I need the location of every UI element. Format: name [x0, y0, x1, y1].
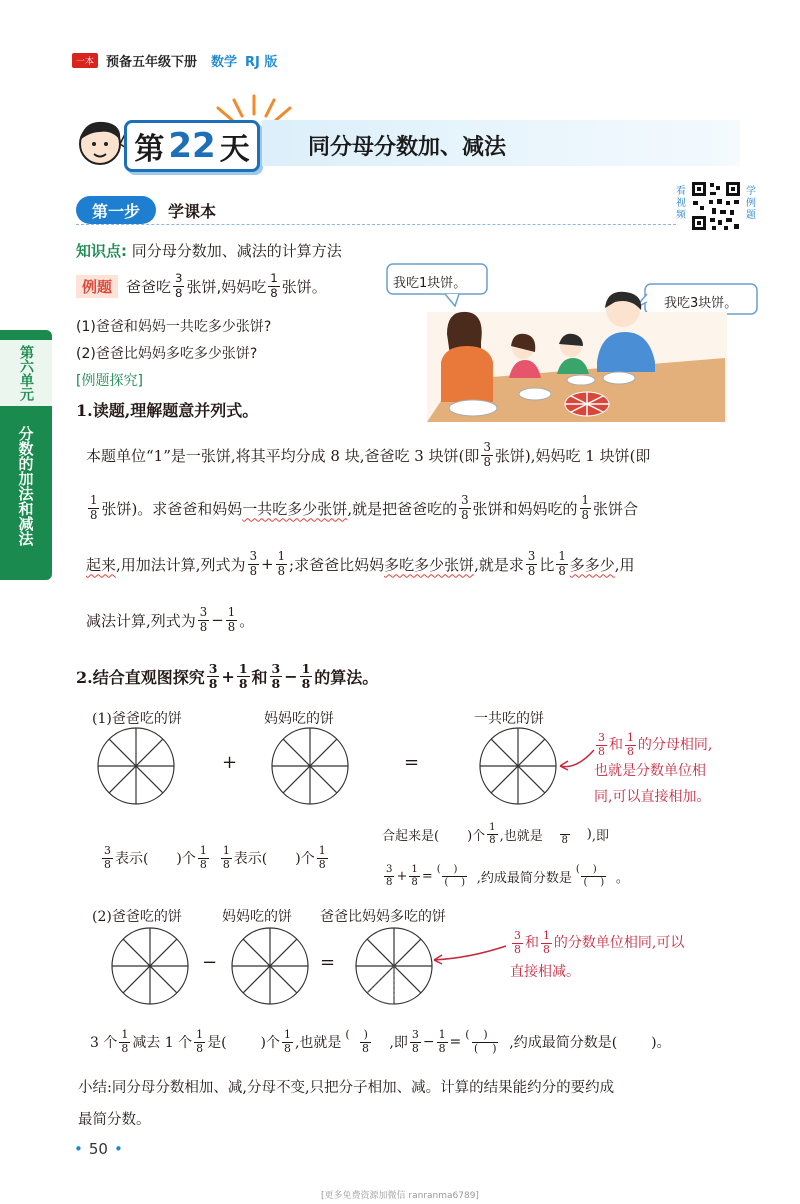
fraction-three-eighths: $\frac{3}{8}$	[175, 271, 183, 300]
fraction-one-eighth: $\frac{1}{8}$	[238, 660, 248, 691]
knowledge-label: 知识点:	[76, 242, 127, 260]
fraction-one-eighth: $\frac{1}{8}$	[411, 864, 418, 888]
fill-text: 是(	[207, 1035, 227, 1051]
note-text: 和	[608, 737, 623, 753]
qr-left-caption: 看视频	[676, 186, 686, 221]
fraction-one-eighth: $\frac{1}{8}$	[581, 493, 589, 522]
para-text: 。	[239, 611, 255, 630]
fraction-one-eighth: $\frac{1}{8}$	[227, 605, 236, 634]
fraction-one-eighth: $\frac{1}{8}$	[199, 844, 207, 871]
para-line-2	[86, 480, 766, 536]
emphasis-text: 多吃多少张饼	[384, 555, 475, 574]
fill-text: ,也就是	[294, 1035, 342, 1051]
fill-text: ,即	[591, 828, 609, 844]
fill-text: )个	[295, 851, 315, 867]
para-text: 减法计算,列式为	[86, 611, 196, 630]
example-tag: 例题	[76, 275, 118, 298]
fraction-one-eighth: $\frac{1}{8}$	[196, 1028, 204, 1055]
plus-sign: +	[222, 752, 238, 773]
section-1-heading: 1.读题,理解题意并列式。	[76, 401, 259, 420]
fraction-three-eighths: $\frac{3}{8}$	[199, 605, 208, 634]
fill-text: ,约成最简分数是	[476, 870, 572, 886]
para-line-3: 起来 ,用加法计算,列式为 $\frac{3}{8}$ + $\frac{1}{8}$ ;求爸爸比妈妈 多吃多少张饼 ,就是求 $\frac{3}{8}$ 比 $\frac{1}{8}$ 多多少 ,用	[86, 549, 635, 578]
fraction-one-eighth: $\frac{1}{8}$	[121, 1028, 129, 1055]
dot-icon: •	[113, 1140, 123, 1158]
fraction-one-eighth: $\frac{1}{8}$	[301, 660, 311, 691]
equals-sign: =	[404, 752, 420, 773]
fill-text: 表示(	[233, 851, 268, 867]
knowledge-point	[76, 240, 342, 261]
part2-label-mom: 妈妈吃的饼	[222, 909, 292, 925]
running-header	[72, 50, 277, 70]
fraction-three-eighths: $\frac{3}{8}$	[386, 864, 393, 888]
note-arrow-2	[430, 940, 510, 966]
answer-fraction-blank[interactable]: $\frac{( )}{( )}$	[436, 864, 466, 888]
section-1-paragraph	[86, 430, 766, 648]
para-text: ,就是求	[474, 555, 524, 574]
fill-text: 合起来是(	[382, 828, 440, 844]
side-tab	[0, 330, 52, 580]
summary-line-1: 小结:同分母分数相加、减,分母不变,只把分子相加、减。计算的结果能约分的要约成	[78, 1080, 615, 1096]
fraction-three-eighths: $\frac{3}{8}$	[208, 660, 218, 691]
fill-blank-row-2: 合起来是( )个 $\frac{1}{8}$ ,也就是 8 ) ,即	[382, 822, 609, 846]
para-text: ,就是把爸爸吃的	[347, 499, 458, 518]
answer-fraction-blank[interactable]: $\frac{( )}{( )}$	[575, 864, 605, 888]
fraction-three-eighths: $\frac{3}{8}$	[411, 1028, 419, 1055]
fraction-one-eighth: $\frac{1}{8}$	[277, 549, 286, 578]
speech-bubble-right: 我吃3块饼。	[664, 296, 738, 311]
side-tab-topic: 分数的加法和减法	[16, 426, 35, 546]
para-text: 张饼和妈妈吃的	[472, 499, 578, 518]
answer-fraction-blank[interactable]: 8	[561, 834, 568, 846]
fraction-one-eighth: $\frac{1}{8}$	[626, 731, 634, 758]
para-text: ,用	[614, 555, 635, 574]
fill-text: ,即	[389, 1035, 408, 1051]
part2-note	[510, 928, 684, 986]
example-text-a: 爸爸吃	[126, 277, 172, 296]
para-text: ;求爸爸比妈妈	[289, 555, 385, 574]
equals-sign-2: =	[320, 952, 336, 973]
fill-text: )个	[260, 1035, 281, 1051]
lesson-title: 同分母分数加、减法	[308, 135, 507, 160]
fraction-one-eighth: $\frac{1}{8}$	[438, 1028, 446, 1055]
qr-right-caption: 学例题	[746, 186, 756, 221]
day-banner	[72, 92, 740, 172]
watermark: [更多免费资源加微信 ranranma6789]	[321, 1191, 479, 1201]
pie-diagram-dad-2	[110, 926, 190, 1006]
part1-label-dad: (1)爸爸吃的饼	[92, 711, 182, 727]
part1-label-mom: 妈妈吃的饼	[264, 711, 334, 727]
fill-text: )个	[467, 828, 486, 844]
heading-text: 和	[251, 667, 268, 687]
para-line-4: 减法计算,列式为 $\frac{3}{8}$ − $\frac{1}{8}$ 。	[86, 605, 255, 634]
answer-fraction-blank[interactable]: $\frac{( )}{8}$	[345, 1028, 369, 1055]
step-divider	[76, 224, 676, 225]
page-number-value: 50	[88, 1140, 108, 1158]
pie-diagram-dad	[96, 726, 176, 806]
part2-label-diff: 爸爸比妈妈多吃的饼	[320, 909, 446, 925]
part1-label-total: 一共吃的饼	[474, 711, 544, 727]
series-logo: 一本	[72, 53, 98, 68]
part1-note	[594, 732, 712, 810]
example-text-b: 张饼,妈妈吃	[186, 277, 267, 296]
fraction-one-eighth: $\frac{1}{8}$	[489, 822, 496, 846]
fraction-one-eighth: $\frac{1}{8}$	[284, 1028, 291, 1055]
emphasis-text: 起来	[86, 555, 117, 574]
para-text: 比	[539, 555, 555, 574]
note-text: 同,可以直接相加。	[594, 789, 711, 805]
fill-blank-row-4: 3 个 $\frac{1}{8}$ 减去 1 个 $\frac{1}{8}$ 是( )个 $\frac{1}{8}$ ,也就是 $\frac{( )}{8}$ ,即 $\frac{3}{8}$ − $\frac{1}{8}$ = $\frac{( )}{( )}$ ,约成最简分数是( )。	[90, 1028, 671, 1055]
qr-code-icon[interactable]	[690, 180, 742, 232]
part2-label-dad: (2)爸爸吃的饼	[92, 909, 182, 925]
example-line	[76, 268, 327, 304]
para-text: 张饼)。求爸爸和妈妈	[101, 499, 243, 518]
fraction-one-eighth: $\frac{1}{8}$	[318, 844, 326, 871]
summary	[78, 1072, 768, 1136]
note-arrow-1	[556, 736, 598, 776]
explore-label: [例题探究]	[76, 373, 143, 389]
fill-text: )个	[176, 851, 196, 867]
pie-diagram-mom-2	[230, 926, 310, 1006]
pie-diagram-diff	[354, 926, 434, 1006]
fill-text: )。	[651, 1035, 671, 1051]
day-number: 22	[168, 126, 216, 166]
speech-bubble-left: 我吃1块饼。	[393, 276, 467, 291]
note-text: 的分母相同,	[637, 737, 713, 753]
day-suffix: 天	[219, 132, 250, 167]
subject-label: 数学	[211, 54, 238, 70]
emphasis-text: 多多少	[569, 555, 615, 574]
fraction-one-eighth: $\frac{1}{8}$	[558, 549, 566, 578]
fraction-three-eighths: $\frac{3}{8}$	[249, 549, 257, 578]
fill-text: 表示(	[114, 851, 149, 867]
fraction-three-eighths: $\frac{3}{8}$	[461, 493, 469, 522]
example-question-1: (1)爸爸和妈妈一共吃多少张饼?	[76, 319, 272, 335]
fraction-three-eighths: $\frac{3}{8}$	[527, 549, 536, 578]
fraction-one-eighth: $\frac{1}{8}$	[222, 844, 230, 871]
side-tab-unit: 第六单元	[0, 340, 52, 406]
fraction-three-eighths: $\frac{3}{8}$	[104, 844, 111, 871]
day-badge	[124, 120, 260, 172]
fill-text: ,约成最简分数是(	[509, 1035, 618, 1051]
fill-text: 。	[615, 870, 629, 886]
pie-diagram-mom	[270, 726, 350, 806]
fraction-three-eighths: $\frac{3}{8}$	[483, 440, 491, 469]
page-number	[74, 1140, 123, 1158]
example-text-c: 张饼。	[281, 277, 327, 296]
summary-line-2: 最简分数。	[78, 1112, 151, 1128]
step-title: 学课本	[168, 202, 217, 221]
example-question-2: (2)爸爸比妈妈多吃多少张饼?	[76, 346, 258, 362]
para-text: 张饼),妈妈吃 1 块饼(即	[494, 446, 651, 465]
pie-diagram-total	[478, 726, 558, 806]
fill-text: 减去 1 个	[132, 1035, 193, 1051]
day-prefix: 第	[134, 132, 165, 167]
para-text: ,用加法计算,列式为	[116, 555, 246, 574]
edition-label: RJ 版	[245, 54, 278, 70]
fill-text: 3 个	[90, 1035, 118, 1051]
heading-text: 的算法。	[314, 667, 379, 687]
para-text: 张饼合	[592, 499, 638, 518]
fraction-one-eighth: $\frac{1}{8}$	[542, 929, 550, 956]
step-badge	[76, 196, 156, 224]
note-text: 也就是分数单位相	[594, 763, 706, 779]
fraction-one-eighth: $\frac{1}{8}$	[270, 271, 278, 300]
fraction-three-eighths: $\frac{3}{8}$	[271, 660, 281, 691]
emphasis-text: 一共吃多少张饼	[242, 499, 348, 518]
fraction-three-eighths: $\frac{3}{8}$	[598, 731, 605, 758]
sun-rays-icon	[204, 92, 304, 122]
para-line-1	[86, 430, 766, 480]
fraction-one-eighth: $\frac{1}{8}$	[90, 493, 98, 522]
fill-text: ,也就是	[499, 828, 543, 844]
section-2-heading: 2.结合直观图探究 $\frac{3}{8}$ + $\frac{1}{8}$ 和 $\frac{3}{8}$ − $\frac{1}{8}$ 的算法。	[76, 660, 379, 691]
minus-sign: −	[202, 952, 218, 973]
step-badge-label: 第一步	[91, 201, 140, 221]
note-text: 的分数单位相同,可以	[553, 935, 685, 951]
answer-fraction-blank[interactable]: $\frac{( )}{( )}$	[465, 1028, 497, 1055]
heading-text: 2.结合直观图探究	[76, 667, 205, 687]
dot-icon: •	[74, 1140, 83, 1158]
fraction-three-eighths: $\frac{3}{8}$	[514, 929, 521, 956]
fill-blank-row-3: $\frac{3}{8}$ + $\frac{1}{8}$ = $\frac{( )}{( )}$ ,约成最简分数是 $\frac{( )}{( )}$ 。	[386, 864, 629, 888]
book-title: 预备五年级下册	[106, 54, 198, 70]
knowledge-text: 同分母分数加、减法的计算方法	[131, 242, 342, 260]
note-text: 直接相减。	[510, 964, 580, 980]
note-text: 和	[524, 935, 539, 951]
fill-blank-row-1	[100, 838, 330, 878]
para-text: 本题单位“1”是一张饼,将其平均分成 8 块,爸爸吃 3 块饼(即	[86, 446, 480, 465]
